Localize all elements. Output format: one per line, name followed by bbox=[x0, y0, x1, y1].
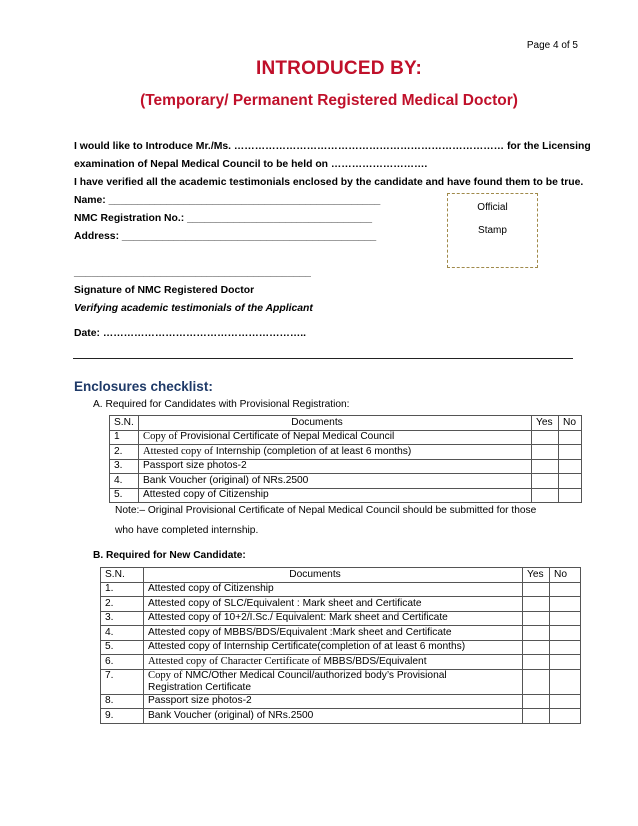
row-sn: 2. bbox=[101, 597, 144, 612]
stamp-label-stamp: Stamp bbox=[478, 225, 507, 236]
row-sn: 6. bbox=[101, 655, 144, 670]
row-document: Attested copy of Internship Certificate(completion of at least 6 months) bbox=[144, 640, 523, 655]
yes-cell[interactable] bbox=[523, 611, 550, 626]
yes-cell[interactable] bbox=[532, 445, 559, 460]
doc-text: MBBS/BDS/Equivalent bbox=[320, 655, 427, 667]
row-document bbox=[139, 430, 532, 445]
section-a-heading: A. Required for Candidates with Provisional Registration: bbox=[93, 399, 350, 410]
row-document: Attested copy of SLC/Equivalent : Mark sheet and Certificate bbox=[144, 597, 523, 612]
yes-cell[interactable] bbox=[523, 626, 550, 641]
no-cell[interactable] bbox=[559, 459, 582, 474]
row-document: Bank Voucher (original) of NRs.2500 bbox=[139, 474, 532, 489]
divider bbox=[73, 358, 573, 359]
table-row bbox=[101, 694, 581, 709]
row-document: Passport size photos-2 bbox=[144, 694, 523, 709]
no-cell[interactable] bbox=[550, 640, 581, 655]
table-row bbox=[101, 597, 581, 612]
intro-line: I have verified all the academic testimonials enclosed by the candidate and have found them to be true. bbox=[74, 177, 584, 188]
header-yes: Yes bbox=[523, 568, 550, 583]
enclosures-heading: Enclosures checklist: bbox=[74, 379, 213, 394]
table-row bbox=[110, 430, 582, 445]
header-sn: S.N. bbox=[101, 568, 144, 583]
stamp-label-official: Official bbox=[477, 202, 508, 213]
row-sn: 3. bbox=[110, 459, 139, 474]
header-no: No bbox=[550, 568, 581, 583]
row-document: Attested copy of MBBS/BDS/Equivalent :Mark sheet and Certificate bbox=[144, 626, 523, 641]
no-cell[interactable] bbox=[550, 611, 581, 626]
table-row bbox=[101, 582, 581, 597]
row-sn: 9. bbox=[101, 709, 144, 724]
note-line: Note:– Original Provisional Certificate of Nepal Medical Council should be submitted for those bbox=[115, 505, 537, 516]
row-document: Attested copy of Citizenship bbox=[144, 582, 523, 597]
table-row bbox=[110, 474, 582, 489]
header-documents: Documents bbox=[139, 416, 532, 431]
signature-block bbox=[74, 264, 313, 318]
row-sn: 2. bbox=[110, 445, 139, 460]
page-title: INTRODUCED BY: bbox=[255, 58, 423, 79]
doc-text: Internship (completion of at least 6 months) bbox=[213, 445, 412, 457]
doc-text: Provisional Certificate of Nepal Medical Council bbox=[177, 431, 395, 443]
doc-prefix: Copy of bbox=[143, 431, 178, 443]
no-cell[interactable] bbox=[550, 597, 581, 612]
no-cell[interactable] bbox=[550, 626, 581, 641]
no-cell[interactable] bbox=[550, 694, 581, 709]
row-document: Passport size photos-2 bbox=[139, 459, 532, 474]
yes-cell[interactable] bbox=[532, 459, 559, 474]
row-sn: 5. bbox=[110, 488, 139, 503]
table-row bbox=[110, 459, 582, 474]
yes-cell[interactable] bbox=[523, 582, 550, 597]
row-document: Attested copy of Citizenship bbox=[139, 488, 532, 503]
page-number: Page 4 of 5 bbox=[526, 40, 578, 51]
row-sn: 5. bbox=[101, 640, 144, 655]
table-header-row bbox=[110, 416, 582, 431]
section-a-table bbox=[109, 415, 582, 503]
section-a-note bbox=[115, 501, 575, 541]
section-b-heading: B. Required for New Candidate: bbox=[93, 550, 246, 561]
table-row bbox=[110, 445, 582, 460]
row-sn: 7. bbox=[101, 669, 144, 694]
yes-cell[interactable] bbox=[523, 655, 550, 670]
no-cell[interactable] bbox=[559, 474, 582, 489]
section-b-table bbox=[100, 567, 581, 724]
header-documents: Documents bbox=[144, 568, 523, 583]
header-no: No bbox=[559, 416, 582, 431]
header-yes: Yes bbox=[532, 416, 559, 431]
nmc-registration-field: NMC Registration No.: ________________________________ bbox=[74, 213, 373, 224]
name-field: Name: _______________________________________________ bbox=[74, 195, 381, 206]
row-sn: 1 bbox=[110, 430, 139, 445]
yes-cell[interactable] bbox=[523, 709, 550, 724]
address-field: Address: ____________________________________________ bbox=[74, 231, 377, 242]
doc-prefix: Attested copy of bbox=[143, 445, 214, 457]
intro-line: I would like to Introduce Mr./Ms. …………………………………………………………………… for the Licensing bbox=[74, 141, 591, 152]
yes-cell[interactable] bbox=[532, 474, 559, 489]
no-cell[interactable] bbox=[550, 582, 581, 597]
signature-line: _________________________________________ bbox=[74, 267, 311, 278]
row-document bbox=[144, 655, 523, 670]
table-row bbox=[101, 640, 581, 655]
row-sn: 3. bbox=[101, 611, 144, 626]
no-cell[interactable] bbox=[559, 445, 582, 460]
yes-cell[interactable] bbox=[532, 430, 559, 445]
doc-text: NMC/Other Medical Council/authorized body’s Provisional bbox=[182, 669, 447, 681]
table-row bbox=[101, 626, 581, 641]
doc-prefix: Copy of bbox=[148, 669, 183, 681]
row-document bbox=[144, 669, 523, 694]
no-cell[interactable] bbox=[550, 709, 581, 724]
yes-cell[interactable] bbox=[523, 694, 550, 709]
intro-line: examination of Nepal Medical Council to be held on ………………………. bbox=[74, 159, 428, 170]
signature-label: Signature of NMC Registered Doctor bbox=[74, 285, 255, 296]
row-sn: 8. bbox=[101, 694, 144, 709]
page-subtitle: (Temporary/ Permanent Registered Medical Doctor) bbox=[140, 92, 518, 109]
table-header-row bbox=[101, 568, 581, 583]
table-row bbox=[101, 611, 581, 626]
date-field: Date: ………………………………………………….. bbox=[74, 328, 307, 339]
row-sn: 4. bbox=[110, 474, 139, 489]
doc-prefix: Attested copy of Character Certificate of bbox=[148, 655, 321, 667]
table-row bbox=[101, 709, 581, 724]
row-document: Attested copy of 10+2/I.Sc./ Equivalent: Mark sheet and Certificate bbox=[144, 611, 523, 626]
doc-text-continued: Registration Certificate bbox=[148, 681, 252, 693]
yes-cell[interactable] bbox=[523, 669, 550, 694]
yes-cell[interactable] bbox=[523, 597, 550, 612]
row-document bbox=[139, 445, 532, 460]
no-cell[interactable] bbox=[550, 655, 581, 670]
header-sn: S.N. bbox=[110, 416, 139, 431]
row-document: Bank Voucher (original) of NRs.2500 bbox=[144, 709, 523, 724]
row-sn: 1. bbox=[101, 582, 144, 597]
note-line: who have completed internship. bbox=[115, 525, 259, 536]
no-cell[interactable] bbox=[550, 669, 581, 694]
official-stamp-box bbox=[447, 193, 538, 268]
no-cell[interactable] bbox=[559, 430, 582, 445]
row-sn: 4. bbox=[101, 626, 144, 641]
table-row bbox=[101, 655, 581, 670]
yes-cell[interactable] bbox=[523, 640, 550, 655]
table-row bbox=[101, 669, 581, 694]
signature-sublabel: Verifying academic testimonials of the Applicant bbox=[74, 303, 313, 314]
